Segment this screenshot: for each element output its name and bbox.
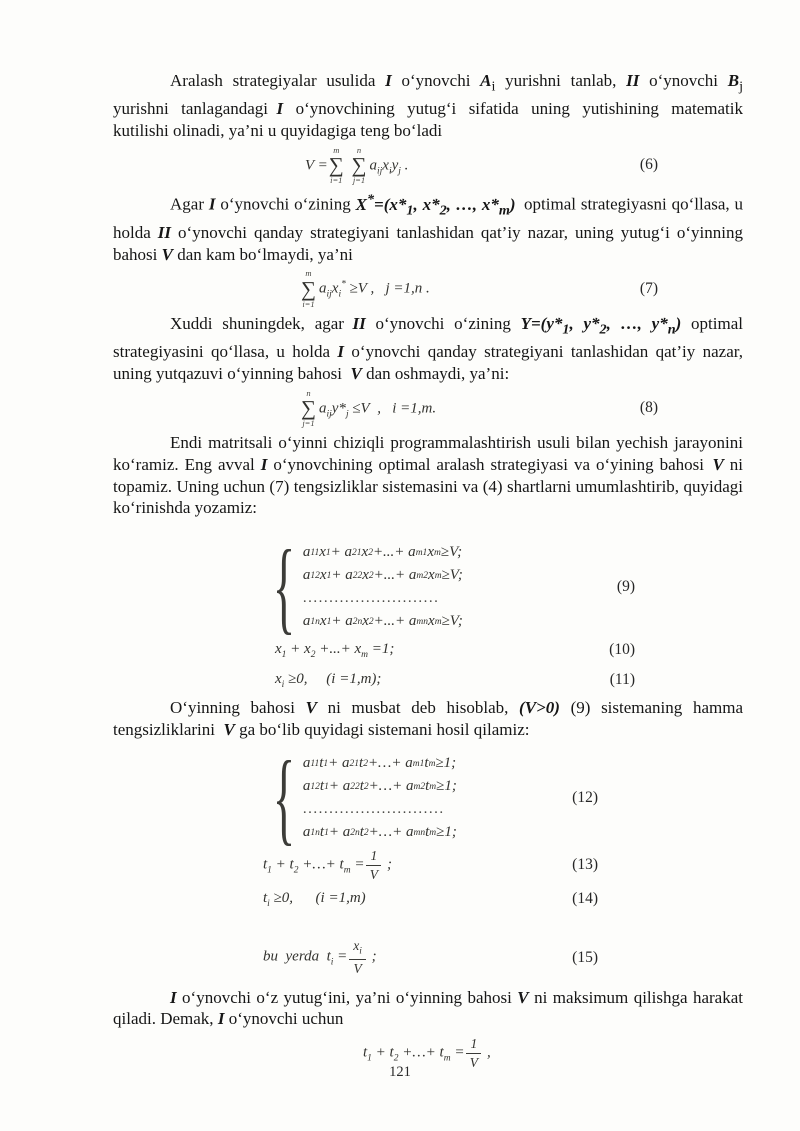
system-12-line-1: a 11 t 1 + a 21 t 2 +…+ a m1 t m ≥1;	[302, 755, 457, 772]
system-9-line-2: a 12 x 1 + a 22 x 2 +...+ a m2 x m ≥V;	[302, 567, 463, 584]
equation-15	[113, 938, 743, 976]
left-brace	[273, 752, 295, 844]
equation-9-number: (9)	[616, 578, 635, 596]
equation-7	[113, 269, 743, 309]
equation-11-body: $x_i \ge 0$, (i =1,m);	[275, 670, 382, 690]
system-9-dots: ..........................	[302, 590, 440, 607]
page-number: 121	[389, 1064, 411, 1080]
system-12-dots: ...........................	[302, 801, 445, 818]
equation-6-body: V = m ∑ i=1 n ∑ j=1 $a_{ij}x_iy_j$ .	[305, 144, 409, 185]
paragraph-6: I o‘ynovchi o‘z yutug‘ini, ya’ni o‘yinning bahosi V ni maksimum qilishga harakat qiladi. Demak, I o‘ynovchi uchun	[113, 987, 743, 1029]
equation-14-body: $t_i \ge 0$, (i =1,m)	[263, 889, 366, 909]
equation-10-number: (10)	[609, 641, 635, 659]
paragraph-2: Agar I o‘ynovchi o‘zining $X^*=(x*_1$, $x*_2$, …, $x*_m$) optimal strategiyasni qo‘llasa, u holda II o‘ynovchi qanday strategiyani tanlashidan qat’iy nazar, uning yutug‘i o‘yinning bahosi V dan kam bo‘lmaydi, ya’ni	[113, 191, 744, 264]
system-9-line-1: a 11 x 1 + a 21 x 2 +...+ a m1 x m ≥V;	[302, 544, 463, 561]
equation-8	[113, 389, 743, 429]
system-12-line-4: a 1n t 1 + a 2n t 2 +…+ a mn t m ≥1;	[302, 824, 457, 841]
equation-7-number: (7)	[639, 280, 658, 298]
equation-6	[113, 146, 743, 186]
equation-7-body: m ∑ i=1 $a_{ij}x_i^* \ge V$ , j =1,n .	[301, 268, 430, 309]
equation-10	[113, 637, 743, 663]
text-column	[113, 70, 743, 1074]
equation-8-body: n ∑ j=1 $a_{ij}y*_j \le V$ , i =1,m.	[301, 387, 437, 428]
system-12-lines	[303, 752, 457, 844]
equation-15-body: bu yerda $t_i$ = $\frac{x_i}{V}$ ;	[263, 938, 377, 977]
system-12-line-2: a 12 t 1 + a 22 t 2 +…+ a m2 t m ≥1;	[302, 778, 457, 795]
equation-10-body: $x_1 + x_2$ +...+ $x_m =1$;	[275, 640, 395, 660]
equation-12-number: (12)	[572, 789, 598, 807]
left-brace	[273, 541, 295, 633]
equation-13-body: $t_1 + t_2$ +…+ $t_m$ = $\frac{1}{V}$ ;	[263, 848, 392, 882]
paragraph-4: Endi matritsali o‘yinni chiziqli programmalashtirish usuli bilan yechish jarayonini ko‘ramiz. Eng avval I o‘ynovchining optimal aralash strategiyasi va o‘yining bahosi V ni topamiz. Uning uchun (7) tengsizliklar sistemasini va (4) shartlarni umumlashtirib, quyidagi ko‘rinishda yozamiz:	[113, 433, 744, 518]
paragraph-1: Aralash strategiyalar usulida I o‘ynovchi $A_i$ yurishni tanlab, II o‘ynovchi $B_j$ yurishni tanlagandagi I o‘ynovchining yutug‘i sifatida uning yutishining matematik kutilishi olinadi, ya’ni u quyidagiga teng bo‘ladi	[113, 71, 744, 140]
equation-11-number: (11)	[609, 671, 635, 689]
equation-14	[113, 886, 743, 912]
equation-system-12	[113, 752, 743, 844]
equation-8-number: (8)	[639, 399, 658, 417]
paragraph-3: Xuddi shuningdek, agar II o‘ynovchi o‘zining $Y=(y*_1$, $y*_2$, …, $y*_n$) optimal strategiyasini qo‘llasa, u holda I o‘ynovchi qanday strategiyani tanlashidan qat’iy nazar, uning yutqazuvi o‘yinning bahosi V dan oshmaydi, ya’ni:	[113, 314, 743, 383]
paragraph-5: O‘yinning bahosi V ni musbat deb hisoblab, (V>0) (9) sistemaning hamma tengsizliklarini V ga bo‘lib quyidagi sistemani hosil qilamiz:	[113, 698, 743, 739]
equation-14-number: (14)	[572, 890, 598, 908]
system-9-line-4: a 1n x 1 + a 2n x 2 +...+ a mn x m ≥V;	[302, 613, 463, 630]
equation-13	[113, 848, 743, 882]
equation-13-number: (13)	[572, 856, 598, 874]
equation-6-number: (6)	[639, 156, 658, 174]
equation-final-body: $t_1 + t_2$ +…+ $t_m$ = $\frac{1}{V}$ ,	[363, 1036, 491, 1070]
equation-11	[113, 667, 743, 693]
system-9-lines	[303, 541, 463, 633]
equation-15-number: (15)	[572, 948, 598, 966]
equation-system-9	[113, 541, 743, 633]
